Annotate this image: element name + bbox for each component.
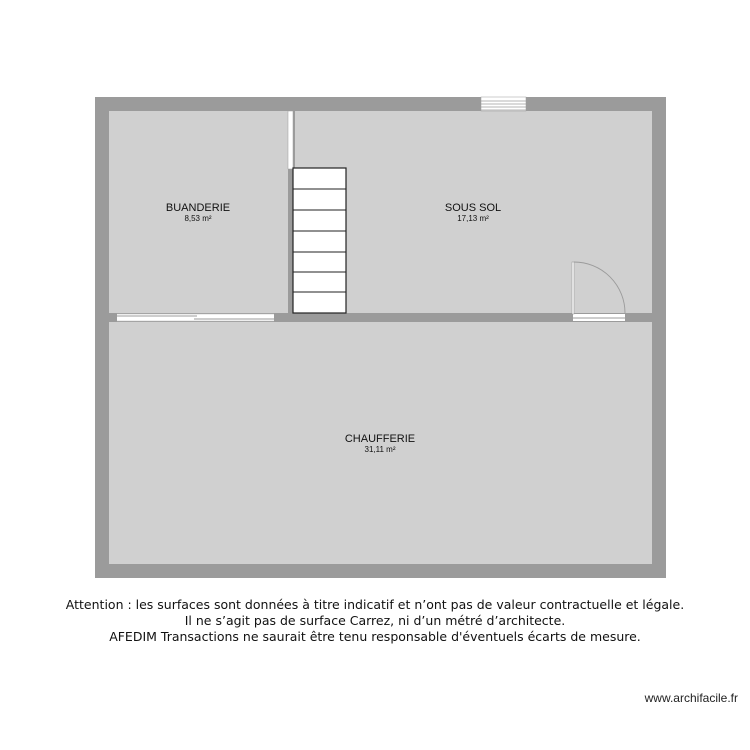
disclaimer	[0, 597, 750, 645]
disclaimer-line-2: Il ne s’agit pas de surface Carrez, ni d’un métré d’architecte.	[184, 613, 566, 628]
room-name-buanderie: BUANDERIE	[165, 202, 231, 214]
disclaimer-line-3: AFEDIM Transactions ne saurait être tenu responsable d'éventuels écarts de mesure.	[109, 629, 641, 644]
staircase	[293, 168, 346, 313]
sliding-door	[117, 314, 274, 321]
window-top	[481, 97, 526, 111]
partition-opening	[288, 111, 293, 169]
room-area-buanderie: 8,53 m²	[184, 214, 212, 223]
room-area-sous-sol: 17,13 m²	[457, 214, 489, 223]
disclaimer-line-1: Attention : les surfaces sont données à titre indicatif et n’ont pas de valeur contractuelle et légale.	[65, 597, 685, 612]
room-name-chaufferie: CHAUFFERIE	[344, 433, 416, 445]
room-name-sous-sol: SOUS SOL	[444, 202, 502, 214]
room-area-chaufferie: 31,11 m²	[364, 445, 396, 454]
credit-link[interactable]: www.archifacile.fr	[644, 691, 738, 705]
